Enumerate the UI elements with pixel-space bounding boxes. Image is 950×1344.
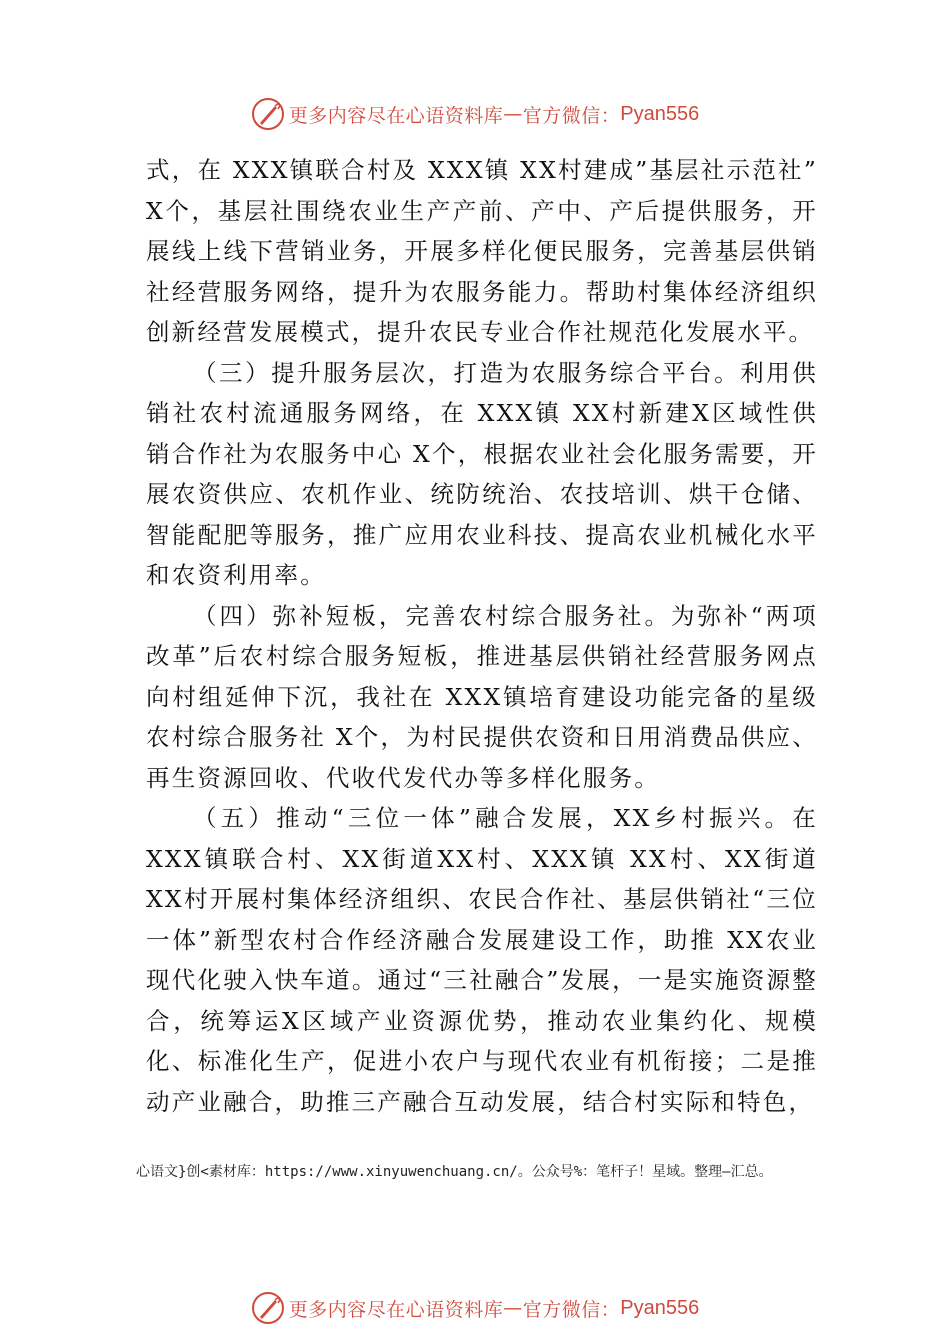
banner-wechat-label: 官方微信： <box>522 104 621 127</box>
banner-separator: — <box>503 103 523 125</box>
quill-pen-logo-icon <box>251 1291 285 1325</box>
banner-site-text: 更多内容尽在心语资料库 <box>288 1298 504 1321</box>
paragraph-section-5: （五）推动“三位一体”融合发展，XX乡村振兴。在 XXX镇联合村、XX街道XX村、XXX镇 XX村、XX街道 XX村开展村集体经济组织、农民合作社、基层供销社“三位一体”新型农村合作经济融合发展建设工作，助推 XX农业现代化驶入快车道。通过“三社融合”发展，一是实施资源整合，统筹运Ⅹ区域产业资源优势，推动农业集约化、规模化、标准化生产，促进小农户与现代农业有机衔接；二是推动产业融合，助推三产融合互动发展，结合村实际和特色， <box>146 804 818 1116</box>
banner-wechat-label: 官方微信： <box>522 1298 621 1321</box>
footer-banner <box>0 1288 950 1328</box>
paragraph-section-4: （四）弥补短板，完善农村综合服务社。为弥补“两项改革”后农村综合服务短板，推进基层供销社经营服务网点向村组延伸下沉，我社在 XXX镇培育建设功能完备的星级农村综合服务社 X个，为村民提供农资和日用消费品供应、再生资源回收、代收代发代办等多样化服务。 <box>146 601 818 792</box>
header-banner <box>0 94 950 134</box>
document-body <box>146 150 818 1122</box>
banner-wechat-id: Pyan556 <box>620 102 700 125</box>
paragraph-continued: 式，在 XXX镇联合村及 XXX镇 XX村建成”基层社示范社” X个，基层社围绕农业生产产前、产中、产后提供服务，开展线上线下营销业务，开展多样化便民服务，完善基层供销社经营服务网络，提升为农服务能力。帮助村集体经济组织创新经营发展模式，提升农民专业合作社规范化发展水平。 <box>146 156 818 346</box>
banner-wechat-id: Pyan556 <box>620 1296 700 1319</box>
paragraph-section-3: （三）提升服务层次，打造为农服务综合平台。利用供销社农村流通服务网络，在 XXX镇 XX村新建Ⅹ区域性供销合作社为农服务中心 X个，根据农业社会化服务需要，开展农资供应、农机作业、统防统治、农技培训、烘干仓储、智能配肥等服务，推广应用农业科技、提高农业机械化水平和农资利用率。 <box>146 358 818 589</box>
banner-site-text: 更多内容尽在心语资料库 <box>288 104 504 127</box>
footer-note: 心语文}创<素材库：https://www.xinyuwenchuang.cn/。公众号%：笔杆子！星域。整理—汇总。 <box>136 1164 773 1180</box>
quill-pen-logo-icon <box>251 97 285 131</box>
banner-separator: — <box>503 1297 523 1319</box>
